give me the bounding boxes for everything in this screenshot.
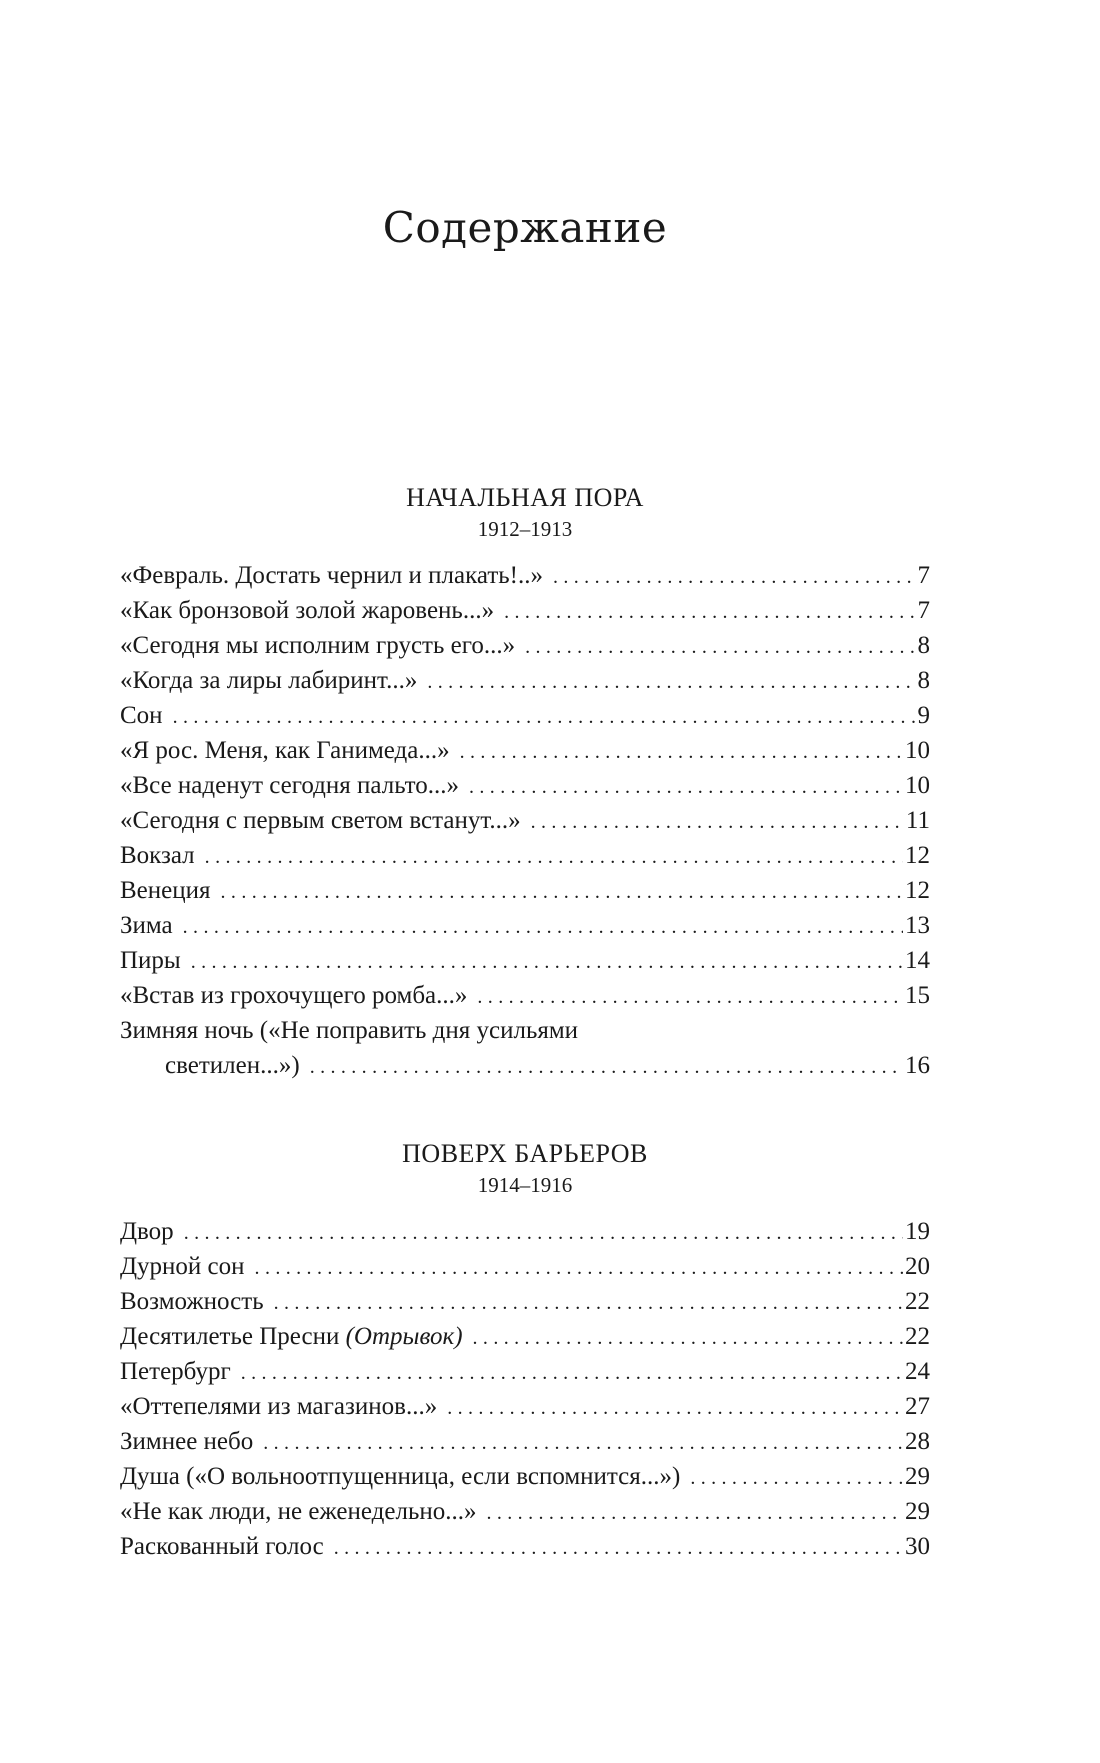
toc-dot-leader bbox=[690, 1461, 903, 1496]
toc-entry-title bbox=[120, 1319, 473, 1354]
toc-dot-leader bbox=[477, 980, 903, 1015]
toc-entry-title: «Как бронзовой золой жаровень...» bbox=[120, 597, 495, 624]
toc-dot-leader bbox=[531, 805, 904, 840]
toc-entry-title: Душа («О вольноотпущенница, если вспомнится...») bbox=[120, 1463, 681, 1490]
toc-entry[interactable] bbox=[120, 558, 930, 593]
toc-dot-leader bbox=[504, 595, 915, 630]
section-title: НАЧАЛЬНАЯ ПОРА bbox=[406, 483, 644, 512]
toc-list bbox=[120, 1214, 930, 1564]
toc-dot-leader bbox=[447, 1391, 903, 1426]
toc-entry[interactable] bbox=[120, 908, 930, 943]
toc-entry-title: Петербург bbox=[120, 1358, 231, 1385]
toc-page-number: 30 bbox=[905, 1533, 930, 1560]
toc-page-number: 8 bbox=[917, 632, 930, 659]
toc-page-number: 27 bbox=[905, 1393, 930, 1420]
toc-dot-leader bbox=[255, 1251, 903, 1286]
toc-dot-leader bbox=[460, 735, 903, 770]
toc-entry-title: «Не как люди, не еженедельно...» bbox=[120, 1498, 477, 1525]
toc-entry-title: Сон bbox=[120, 702, 163, 729]
toc-entry-title: «Сегодня мы исполним грусть его...» bbox=[120, 632, 516, 659]
toc-page-number: 20 bbox=[905, 1253, 930, 1280]
toc-entry[interactable] bbox=[120, 768, 930, 803]
toc-page-number: 22 bbox=[905, 1288, 930, 1315]
toc-dot-leader bbox=[205, 840, 903, 875]
toc-entry[interactable] bbox=[120, 628, 930, 663]
toc-entry[interactable] bbox=[120, 838, 930, 873]
toc-page-number: 13 bbox=[905, 912, 930, 939]
toc-entry-title: Раскованный голос bbox=[120, 1533, 324, 1560]
toc-entry[interactable] bbox=[120, 1249, 930, 1284]
toc-entry[interactable] bbox=[120, 873, 930, 908]
toc-entry[interactable] bbox=[120, 803, 930, 838]
toc-dot-leader bbox=[263, 1426, 903, 1461]
toc-entry-title-note: (Отрывок) bbox=[345, 1323, 463, 1350]
toc-entry-title: Возможность bbox=[120, 1288, 264, 1315]
toc-page-number: 19 bbox=[905, 1218, 930, 1245]
toc-dot-leader bbox=[553, 560, 916, 595]
toc-entry-title: «Я рос. Меня, как Ганимеда...» bbox=[120, 737, 450, 764]
toc-dot-leader bbox=[310, 1050, 903, 1085]
toc-entry-title: «Встав из грохочущего ромба...» bbox=[120, 982, 468, 1009]
toc-entry[interactable] bbox=[120, 978, 930, 1013]
toc-section-nachalnaya-pora bbox=[120, 482, 930, 1085]
toc-entry-title: Пиры bbox=[120, 947, 181, 974]
toc-page-number: 12 bbox=[905, 842, 930, 869]
toc-page-number: 11 bbox=[905, 807, 930, 834]
toc-entry-title: «Февраль. Достать чернил и плакать!..» bbox=[120, 562, 543, 589]
toc-entry-title: Вокзал bbox=[120, 842, 195, 869]
toc-entry[interactable] bbox=[120, 1013, 930, 1085]
toc-entry[interactable] bbox=[120, 1319, 930, 1354]
toc-entry[interactable] bbox=[120, 943, 930, 978]
toc-dot-leader bbox=[274, 1286, 903, 1321]
toc-dot-leader bbox=[221, 875, 903, 910]
toc-entry[interactable] bbox=[120, 593, 930, 628]
toc-entry-title: «Оттепелями из магазинов...» bbox=[120, 1393, 438, 1420]
toc-page-number: 8 bbox=[917, 667, 930, 694]
section-years: 1912–1913 bbox=[477, 517, 573, 541]
toc-entry-title: «Все наденут сегодня пальто...» bbox=[120, 772, 459, 799]
toc-entry-title: Зимнее небо bbox=[120, 1428, 254, 1455]
toc-entry-title: Дурной сон bbox=[120, 1253, 245, 1280]
toc-entry-title: «Сегодня с первым светом встанут...» bbox=[120, 807, 521, 834]
toc-page-number: 10 bbox=[905, 772, 930, 799]
page-title: Содержание bbox=[382, 203, 668, 252]
toc-dot-leader bbox=[473, 1321, 903, 1356]
toc-entry[interactable] bbox=[120, 1354, 930, 1389]
toc-entry-title: Венеция bbox=[120, 877, 211, 904]
toc-page-number: 24 bbox=[905, 1358, 930, 1385]
toc-dot-leader bbox=[184, 1216, 903, 1251]
toc-list bbox=[120, 558, 930, 1085]
toc-entry[interactable] bbox=[120, 1529, 930, 1564]
toc-entry[interactable] bbox=[120, 733, 930, 768]
section-years: 1914–1916 bbox=[477, 1173, 573, 1197]
toc-entry-title: Двор bbox=[120, 1218, 174, 1245]
toc-entry[interactable] bbox=[120, 1284, 930, 1319]
toc-entry-title: Зима bbox=[120, 912, 173, 939]
toc-page-number: 12 bbox=[905, 877, 930, 904]
toc-entry[interactable] bbox=[120, 1494, 930, 1529]
toc-page-number: 7 bbox=[917, 597, 930, 624]
toc-entry-title-continued: светилен...») bbox=[165, 1052, 300, 1079]
toc-page-number: 22 bbox=[905, 1323, 930, 1350]
toc-entry[interactable] bbox=[120, 1459, 930, 1494]
toc-page-number: 7 bbox=[917, 562, 930, 589]
toc-dot-leader bbox=[334, 1531, 903, 1566]
toc-entry[interactable] bbox=[120, 1424, 930, 1459]
toc-dot-leader bbox=[427, 665, 915, 700]
toc-dot-leader bbox=[486, 1496, 903, 1531]
toc-entry-title: Зимняя ночь («Не поправить дня усильями bbox=[120, 1017, 579, 1044]
toc-dot-leader bbox=[191, 945, 903, 980]
toc-page-number: 29 bbox=[905, 1498, 930, 1525]
toc-page-number: 28 bbox=[905, 1428, 930, 1455]
toc-dot-leader bbox=[525, 630, 915, 665]
toc-dot-leader bbox=[173, 700, 916, 735]
toc-section-poverkh-barerov bbox=[120, 1138, 930, 1564]
toc-dot-leader bbox=[241, 1356, 903, 1391]
toc-page-number: 9 bbox=[917, 702, 930, 729]
toc-dot-leader bbox=[183, 910, 903, 945]
toc-page-number: 15 bbox=[905, 982, 930, 1009]
toc-page-number: 14 bbox=[905, 947, 930, 974]
toc-entry-title: «Когда за лиры лабиринт...» bbox=[120, 667, 418, 694]
toc-entry[interactable] bbox=[120, 1214, 930, 1249]
toc-page-number: 10 bbox=[905, 737, 930, 764]
toc-page-number: 29 bbox=[905, 1463, 930, 1490]
toc-page-number: 16 bbox=[905, 1052, 930, 1079]
toc-entry-title-main: Десятилетье Пресни bbox=[120, 1323, 340, 1350]
section-title: ПОВЕРХ БАРЬЕРОВ bbox=[402, 1139, 648, 1168]
toc-entry[interactable] bbox=[120, 698, 930, 733]
toc-entry[interactable] bbox=[120, 1389, 930, 1424]
toc-dot-leader bbox=[469, 770, 903, 805]
toc-entry[interactable] bbox=[120, 663, 930, 698]
